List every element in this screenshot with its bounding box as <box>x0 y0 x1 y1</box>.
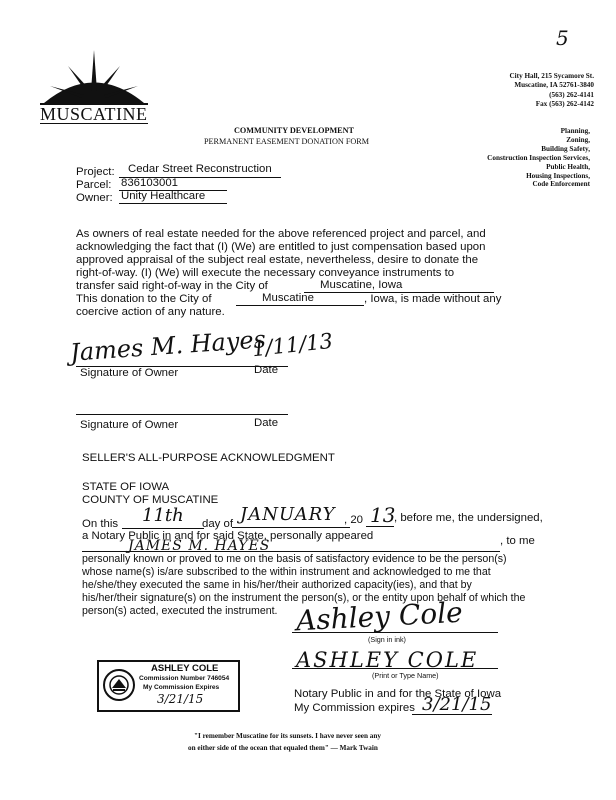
paragraph-line: , Iowa, is made without any <box>364 293 502 305</box>
appeared-name: JAMES M. HAYES <box>128 538 271 554</box>
ack-year: 13 <box>370 503 396 527</box>
ack-body-line: he/she/they executed the same in his/her/their authorized capacity(ies), and that by <box>82 579 472 591</box>
sunburst-icon <box>38 46 150 106</box>
signature-owner-label-2: Signature of Owner <box>80 419 179 431</box>
stamp-expires-label: My Commission Expires <box>143 684 220 691</box>
signature-date-label-2: Date <box>254 417 279 429</box>
year-prefix: , 20 <box>344 514 363 526</box>
phone-line: (563) 262-4141 <box>549 90 594 99</box>
page-number: 5 <box>556 26 569 50</box>
paragraph-line: acknowledging the fact that (I) (We) are entitled to just compensation based upon <box>76 241 486 253</box>
day-of-label: day of <box>202 518 234 530</box>
department-title: COMMUNITY DEVELOPMENT <box>234 126 355 135</box>
project-label: Project: <box>76 166 115 178</box>
paragraph-line: right-of-way. (I) (We) will execute the necessary conveyance instruments to <box>76 267 455 279</box>
fax-line: Fax (563) 262-4142 <box>535 100 594 109</box>
signature-owner-label: Signature of Owner <box>80 367 179 379</box>
stamp-name: ASHLEY COLE <box>151 663 219 674</box>
city-logo <box>38 46 150 124</box>
parcel-label: Parcel: <box>76 179 112 191</box>
paragraph-line: transfer said right-of-way in the City of <box>76 280 268 292</box>
stamp-commission-number: Commission Number 746054 <box>139 675 230 682</box>
owner-signature-date: 1/11/13 <box>250 328 335 362</box>
form-title: PERMANENT EASEMENT DONATION FORM <box>204 137 370 146</box>
ack-day: 11th <box>142 505 184 526</box>
ack-body-line: his/her/their signature(s) on the instrument the person(s), or the entity upon behalf of which the <box>82 592 526 604</box>
right-of-way-city: Muscatine, Iowa <box>320 279 403 291</box>
ack-county: COUNTY OF MUSCATINE <box>82 494 219 506</box>
print-name-label: (Print or Type Name) <box>372 671 439 680</box>
division-item: Planning, <box>560 127 590 135</box>
project-value: Cedar Street Reconstruction <box>128 163 272 175</box>
paragraph-line: As owners of real estate needed for the above referenced project and parcel, and <box>76 228 486 240</box>
commission-expires-label: My Commission expires <box>294 702 415 714</box>
paragraph-line: coercive action of any nature. <box>76 306 225 318</box>
notary-printed-name: ASHLEY COLE <box>296 648 479 672</box>
ack-body-line: whose name(s) is/are subscribed to the within instrument and acknowledged to me that <box>82 566 491 578</box>
ack-heading: SELLER'S ALL-PURPOSE ACKNOWLEDGMENT <box>82 452 335 464</box>
paragraph-line: This donation to the City of <box>76 293 212 305</box>
division-item: Housing Inspections, <box>526 171 590 180</box>
address-line: Muscatine, IA 52761-3840 <box>514 81 594 90</box>
owner-value: Unity Healthcare <box>121 190 206 202</box>
division-item: Code Enforcement <box>532 180 590 189</box>
division-item: Building Safety, <box>541 144 590 153</box>
address-line: City Hall, 215 Sycamore St. <box>509 72 594 80</box>
iowa-seal-icon <box>102 668 136 702</box>
division-item: Public Health, <box>546 162 590 171</box>
division-list <box>487 127 590 189</box>
signature-date-label: Date <box>254 364 279 376</box>
ack-month: JANUARY <box>240 504 336 525</box>
before-me-label: , before me, the undersigned, <box>394 512 543 524</box>
notary-signature: Ashley Cole <box>295 595 464 638</box>
owner-label: Owner: <box>76 192 113 204</box>
notary-seal-stamp <box>97 660 240 712</box>
footer-quote-line: on either side of the ocean that equaled them" — Mark Twain <box>188 744 378 752</box>
ack-state: STATE OF IOWA <box>82 481 170 493</box>
to-me-label: , to me <box>500 535 535 547</box>
stamp-expires-value: 3/21/15 <box>157 692 204 706</box>
division-item: Zoning, <box>566 135 590 144</box>
city-address <box>509 72 594 110</box>
city-logo-name: MUSCATINE <box>40 104 148 124</box>
notary-appeared-line: a Notary Public in and for said State, personally appeared <box>82 530 374 542</box>
paragraph-line: approved appraisal of the subject real estate, nevertheless, desire to donate the <box>76 254 479 266</box>
owner-signature: James M. Hayes <box>69 325 267 367</box>
division-item: Construction Inspection Services, <box>487 153 590 162</box>
on-this-label: On this <box>82 518 119 530</box>
notary-public-label: Notary Public in and for the State of Iowa <box>294 688 502 700</box>
donation-city: Muscatine <box>262 292 314 304</box>
commission-expires-value: 3/21/15 <box>422 694 492 715</box>
sign-in-ink-label: (Sign in ink) <box>368 635 406 644</box>
ack-body-line: personally known or proved to me on the basis of satisfactory evidence to be the person(s) <box>82 553 507 565</box>
footer-quote-line: "I remember Muscatine for its sunsets. I have never seen any <box>194 732 381 740</box>
parcel-value: 836103001 <box>121 177 179 189</box>
ack-body-line: person(s) acted, executed the instrument. <box>82 605 278 617</box>
